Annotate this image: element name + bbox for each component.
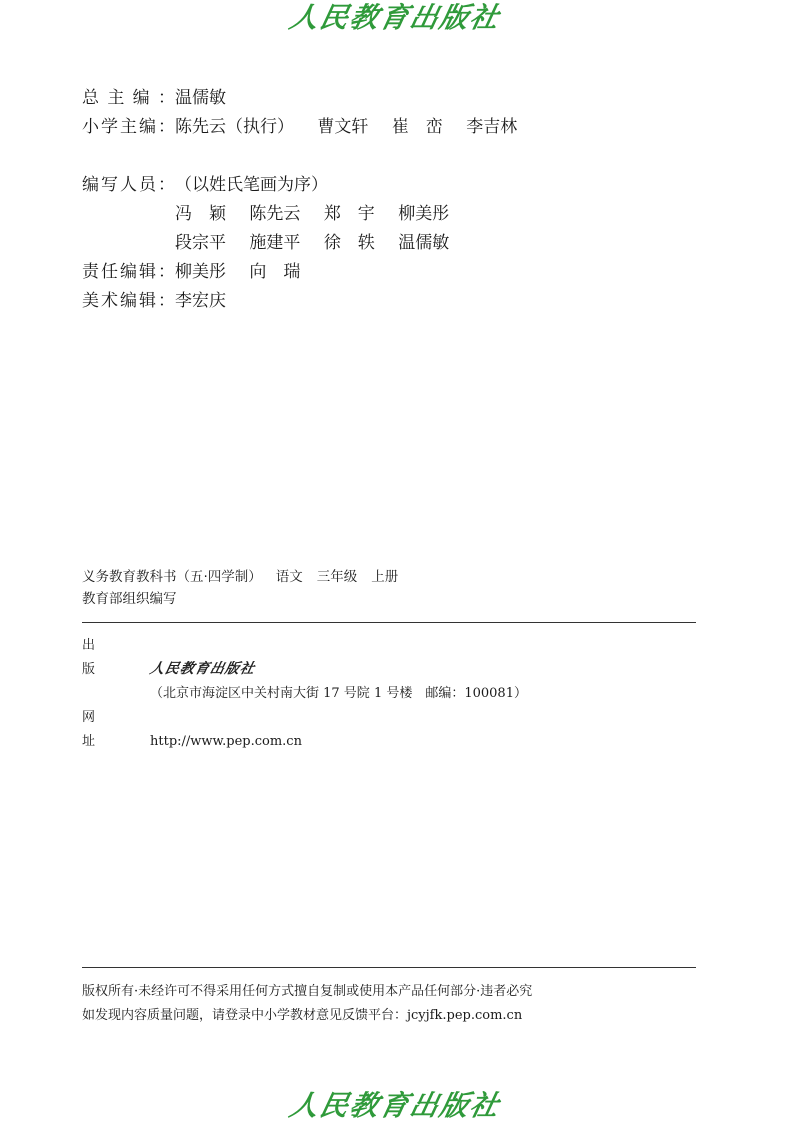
writer-name: 温儒敏 [398,233,450,253]
primary-editor-name: 陈先云（执行） [175,117,294,137]
chief-editor-row [82,84,226,113]
series-part: 语文 [275,569,303,585]
primary-editor-name: 李吉林 [466,117,518,137]
divider-bottom [82,967,696,968]
website-url[interactable]: http://www.pep.com.cn [150,734,302,749]
writer-name: 陈先云 [249,204,301,224]
publisher-logo-top: 人民教育出版社 [286,1,504,34]
art-editor-label: 美术编辑： [82,291,175,311]
publication-info [82,634,527,754]
publisher-label: 出版 [82,638,120,677]
writer-name: 冯 颖 [175,204,226,224]
editor-row [82,258,318,287]
writer-name: 段宗平 [175,233,226,253]
publisher-address: （北京市海淀区中关村南大街 17 号院 1 号楼 邮编：100081） [150,686,527,701]
publisher-row [82,634,527,682]
textbook-series-info [82,566,412,610]
editor-names [175,258,318,287]
compiled-by: 教育部组织编写 [82,591,177,607]
primary-editor-names [175,113,535,142]
writer-name: 施建平 [249,233,301,253]
writers-label: 编写人员： [82,175,175,195]
copyright-notice: 版权所有·未经许可不得采用任何方式擅自复制或使用本产品任何部分·违者必究 [82,984,533,999]
series-part: 三年级 [316,569,358,585]
primary-editor-row [82,113,535,142]
primary-editor-label: 小学主编： [82,117,175,137]
feedback-notice: 如发现内容质量问题，请登录中小学教材意见反馈平台：jcyjfk.pep.com.cn [82,1008,523,1023]
divider-top [82,622,696,623]
chief-editor-label: 总主编： [82,88,175,108]
publisher-mini-logo: 人民教育出版社 [148,661,257,677]
primary-editor-name: 崔 峦 [391,117,443,137]
art-editor-name: 李宏庆 [175,291,226,311]
editor-label: 责任编辑： [82,262,175,282]
series-part: 上册 [371,569,399,585]
writers-row [82,171,328,200]
website-row [82,706,527,754]
writers-note: （以姓氏笔画为序） [175,175,328,195]
primary-editor-name: 曹文轩 [317,117,369,137]
writers-line-2 [175,229,467,258]
series-title [82,566,412,588]
website-label: 网址 [82,710,120,749]
art-editor-row [82,287,226,316]
writer-name: 郑 宇 [323,204,375,224]
writer-name: 柳美彤 [398,204,450,224]
writer-name: 徐 轶 [323,233,375,253]
publisher-logo-bottom: 人民教育出版社 [286,1089,504,1122]
editor-name: 向 瑞 [249,262,301,282]
legal-footer [82,980,532,1028]
chief-editor-name: 温儒敏 [175,88,226,108]
series-part: 义务教育教科书（五·四学制） [82,569,262,585]
editor-name: 柳美彤 [175,262,226,282]
writers-line-1 [175,200,467,229]
